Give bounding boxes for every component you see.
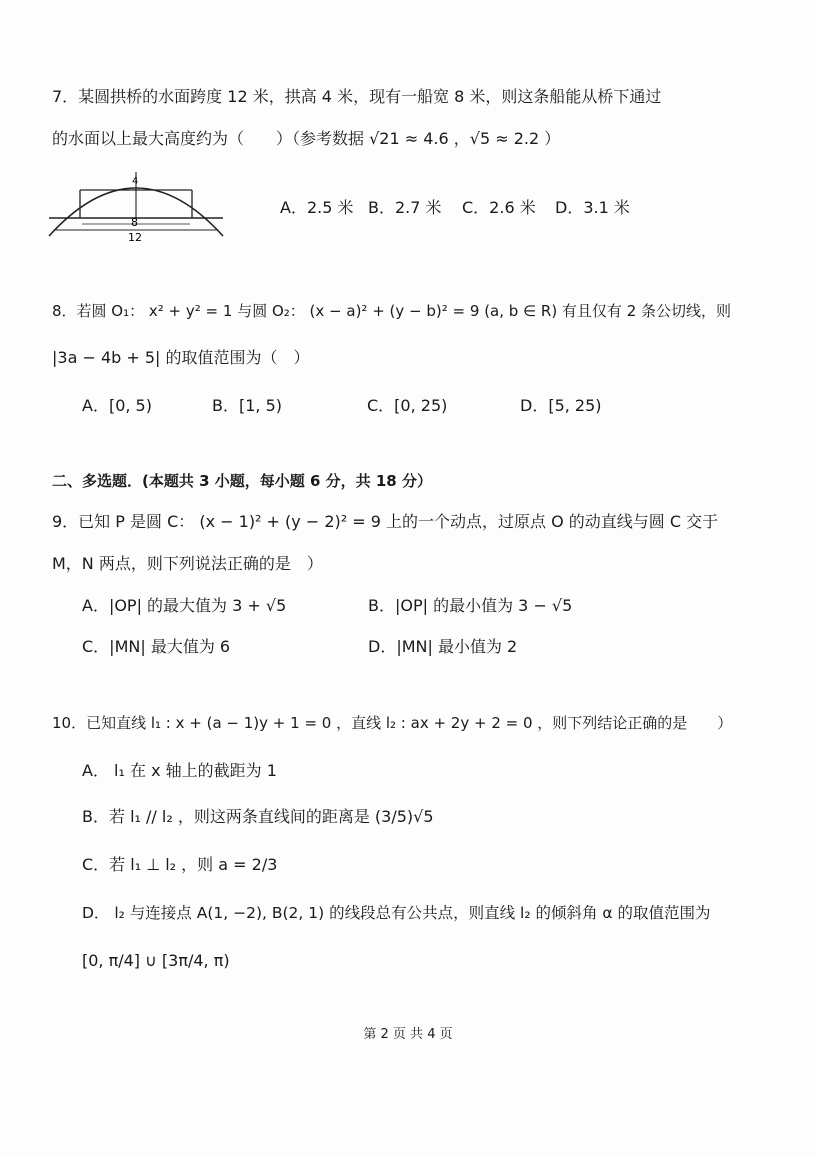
q10-option-d: D． l₂ 与连接点 A(1, −2), B(2, 1) 的线段总有公共点，则直线 l₂ 的倾斜角 α 的取值范围为 [82,904,711,922]
q7-line1: 7．某圆拱桥的水面跨度 12 米，拱高 4 米，现有一船宽 8 米，则这条船能从桥下通过 [52,87,662,106]
q8-line1: 8．若圆 O₁： x² + y² = 1 与圆 O₂： (x − a)² + (y − b)² = 9 (a, b ∈ R) 有且仅有 2 条公切线，则 [52,302,732,320]
q9-option-d: D．|MN| 最小值为 2 [368,637,518,656]
mid-label: 8 [131,216,138,229]
q10-option-c: C．若 l₁ ⊥ l₂ ，则 a = 2/3 [82,855,278,874]
q10-line1: 10．已知直线 l₁ : x + (a − 1)y + 1 = 0 ，直线 l₂ : ax + 2y + 2 = 0 ，则下列结论正确的是 ） [52,714,733,732]
q7-option-a: A．2.5 米 [280,198,354,217]
q10-option-d-range: [0, π/4] ∪ [3π/4, π) [82,951,230,970]
q8-line2: |3a − 4b + 5| 的取值范围为（ ） [52,348,310,367]
q10-option-b: B．若 l₁ // l₂ ，则这两条直线间的距离是 (3/5)√5 [82,807,434,826]
q7-line2: 的水面以上最大高度约为（ ）（参考数据 √21 ≈ 4.6 ，√5 ≈ 2.2 ） [52,129,561,148]
section-heading: 二、多选题．(本题共 3 小题，每小题 6 分，共 18 分） [52,472,432,490]
height-label: 4 [132,176,139,187]
page-footer: 第 2 页 共 4 页 [363,1027,453,1042]
q8-option-b: B．[1, 5) [212,396,282,415]
q8-option-c: C．[0, 25) [367,396,448,415]
q9-option-a: A．|OP| 的最大值为 3 + √5 [82,596,287,615]
q9-line2: M，N 两点，则下列说法正确的是 ） [52,554,323,573]
q10-option-a: A． l₁ 在 x 轴上的截距为 1 [82,761,277,780]
q9-line1: 9．已知 P 是圆 C： (x − 1)² + (y − 2)² = 9 上的一个动点，过原点 O 的动直线与圆 C 交于 [52,512,719,531]
q7-option-d: D．3.1 米 [555,198,630,217]
q8-option-d: D．[5, 25) [520,396,602,415]
q9-option-c: C．|MN| 最大值为 6 [82,637,231,656]
q9-option-b: B．|OP| 的最小值为 3 − √5 [368,596,573,615]
q7-option-c: C．2.6 米 [462,198,536,217]
bridge-arch-figure [46,168,226,244]
span-label: 12 [128,231,142,244]
q7-option-b: B．2.7 米 [368,198,442,217]
q8-option-a: A．[0, 5) [82,396,152,415]
